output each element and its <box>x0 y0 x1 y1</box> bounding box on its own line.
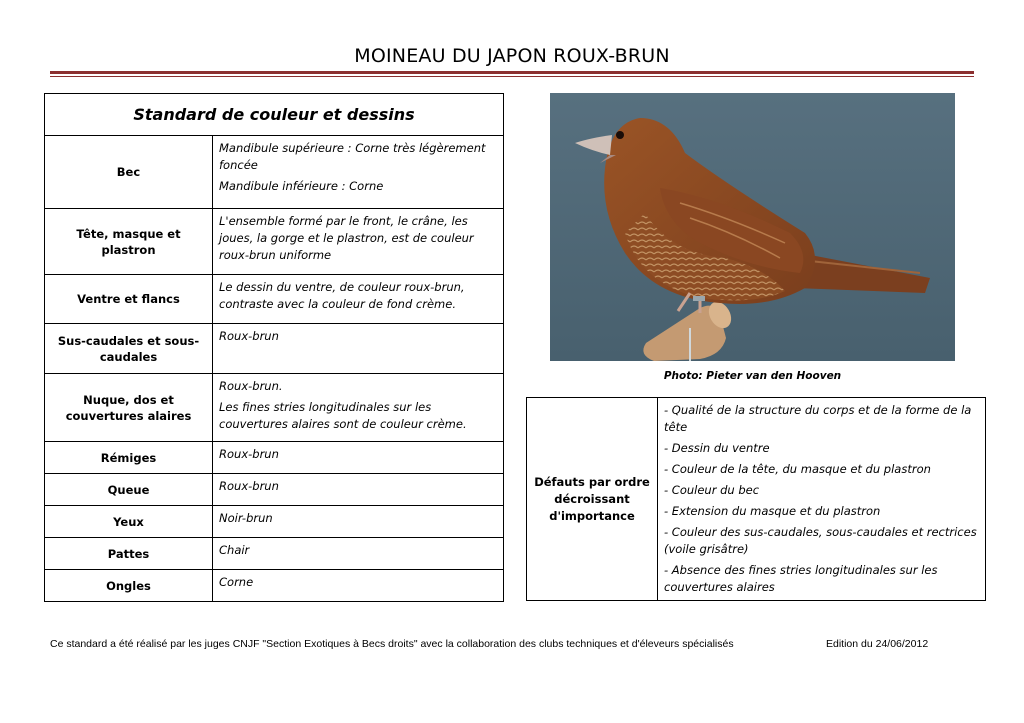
value-line: Mandibule inférieure : Corne <box>219 179 384 193</box>
defect-item: - Extension du masque et du plastron <box>664 504 881 518</box>
defect-item: - Dessin du ventre <box>664 441 770 455</box>
page-title: MOINEAU DU JAPON ROUX-BRUN <box>354 45 670 67</box>
row-value-ongles <box>213 570 504 602</box>
row-label-ongles: Ongles <box>45 570 213 602</box>
defect-item: - Couleur des sus-caudales, sous-caudales et rectrices (voile grisâtre) <box>664 525 977 556</box>
row-value-pattes <box>213 538 504 570</box>
value-line: Roux-brun. <box>219 379 283 393</box>
defect-item: - Couleur du bec <box>664 483 760 497</box>
value-line: Le dessin du ventre, de couleur roux-brun, contraste avec la couleur de fond crème. <box>219 280 465 311</box>
value-line: Noir-brun <box>219 511 273 525</box>
standard-table <box>44 93 504 602</box>
defect-item: - Absence des fines stries longitudinales sur les couvertures alaires <box>664 563 938 594</box>
row-value-tete <box>213 209 504 275</box>
standard-heading: Standard de couleur et dessins <box>45 94 504 136</box>
row-label-remiges: Rémiges <box>45 442 213 474</box>
row-value-queue <box>213 474 504 506</box>
row-label-queue: Queue <box>45 474 213 506</box>
edition-date: Edition du 24/06/2012 <box>826 638 929 650</box>
row-value-bec <box>213 136 504 209</box>
row-label-ventre: Ventre et flancs <box>45 275 213 324</box>
row-label-bec: Bec <box>45 136 213 209</box>
value-line: Corne <box>219 575 254 589</box>
value-line: Roux-brun <box>219 329 279 343</box>
value-line: Roux-brun <box>219 479 279 493</box>
row-value-yeux <box>213 506 504 538</box>
photo-credit: Photo: Pieter van den Hooven <box>663 370 842 382</box>
row-value-nuque <box>213 374 504 442</box>
value-line: L'ensemble formé par le front, le crâne, les joues, la gorge et le plastron, est de couleur roux-brun uniforme <box>219 214 474 262</box>
defect-item: - Couleur de la tête, du masque et du plastron <box>664 462 931 476</box>
row-label-yeux: Yeux <box>45 506 213 538</box>
value-line: Roux-brun <box>219 447 279 461</box>
defect-item: - Qualité de la structure du corps et de la forme de la tête <box>664 403 972 434</box>
row-value-ventre <box>213 275 504 324</box>
value-line: Les fines stries longitudinales sur les couvertures alaires sont de couleur crème. <box>219 400 467 431</box>
value-line: Mandibule supérieure : Corne très légèrement foncée <box>219 141 486 172</box>
footer-note: Ce standard a été réalisé par les juges CNJF "Section Exotiques à Becs droits" avec la collaboration des clubs techniques et d'éleveurs spécialisés <box>50 638 734 650</box>
row-label-sus-caudales: Sus-caudales et sous-caudales <box>45 324 213 374</box>
row-label-tete: Tête, masque et plastron <box>45 209 213 275</box>
title-rule-thin <box>50 76 974 77</box>
defects-label: Défauts par ordre décroissant d'importance <box>527 398 658 601</box>
row-value-sus-caudales <box>213 324 504 374</box>
bird-photo <box>550 93 955 361</box>
value-line: Chair <box>219 543 250 557</box>
row-label-nuque: Nuque, dos et couvertures alaires <box>45 374 213 442</box>
row-value-remiges <box>213 442 504 474</box>
defects-list <box>658 398 986 601</box>
title-rule <box>50 71 974 74</box>
defects-table <box>526 397 986 601</box>
row-label-pattes: Pattes <box>45 538 213 570</box>
